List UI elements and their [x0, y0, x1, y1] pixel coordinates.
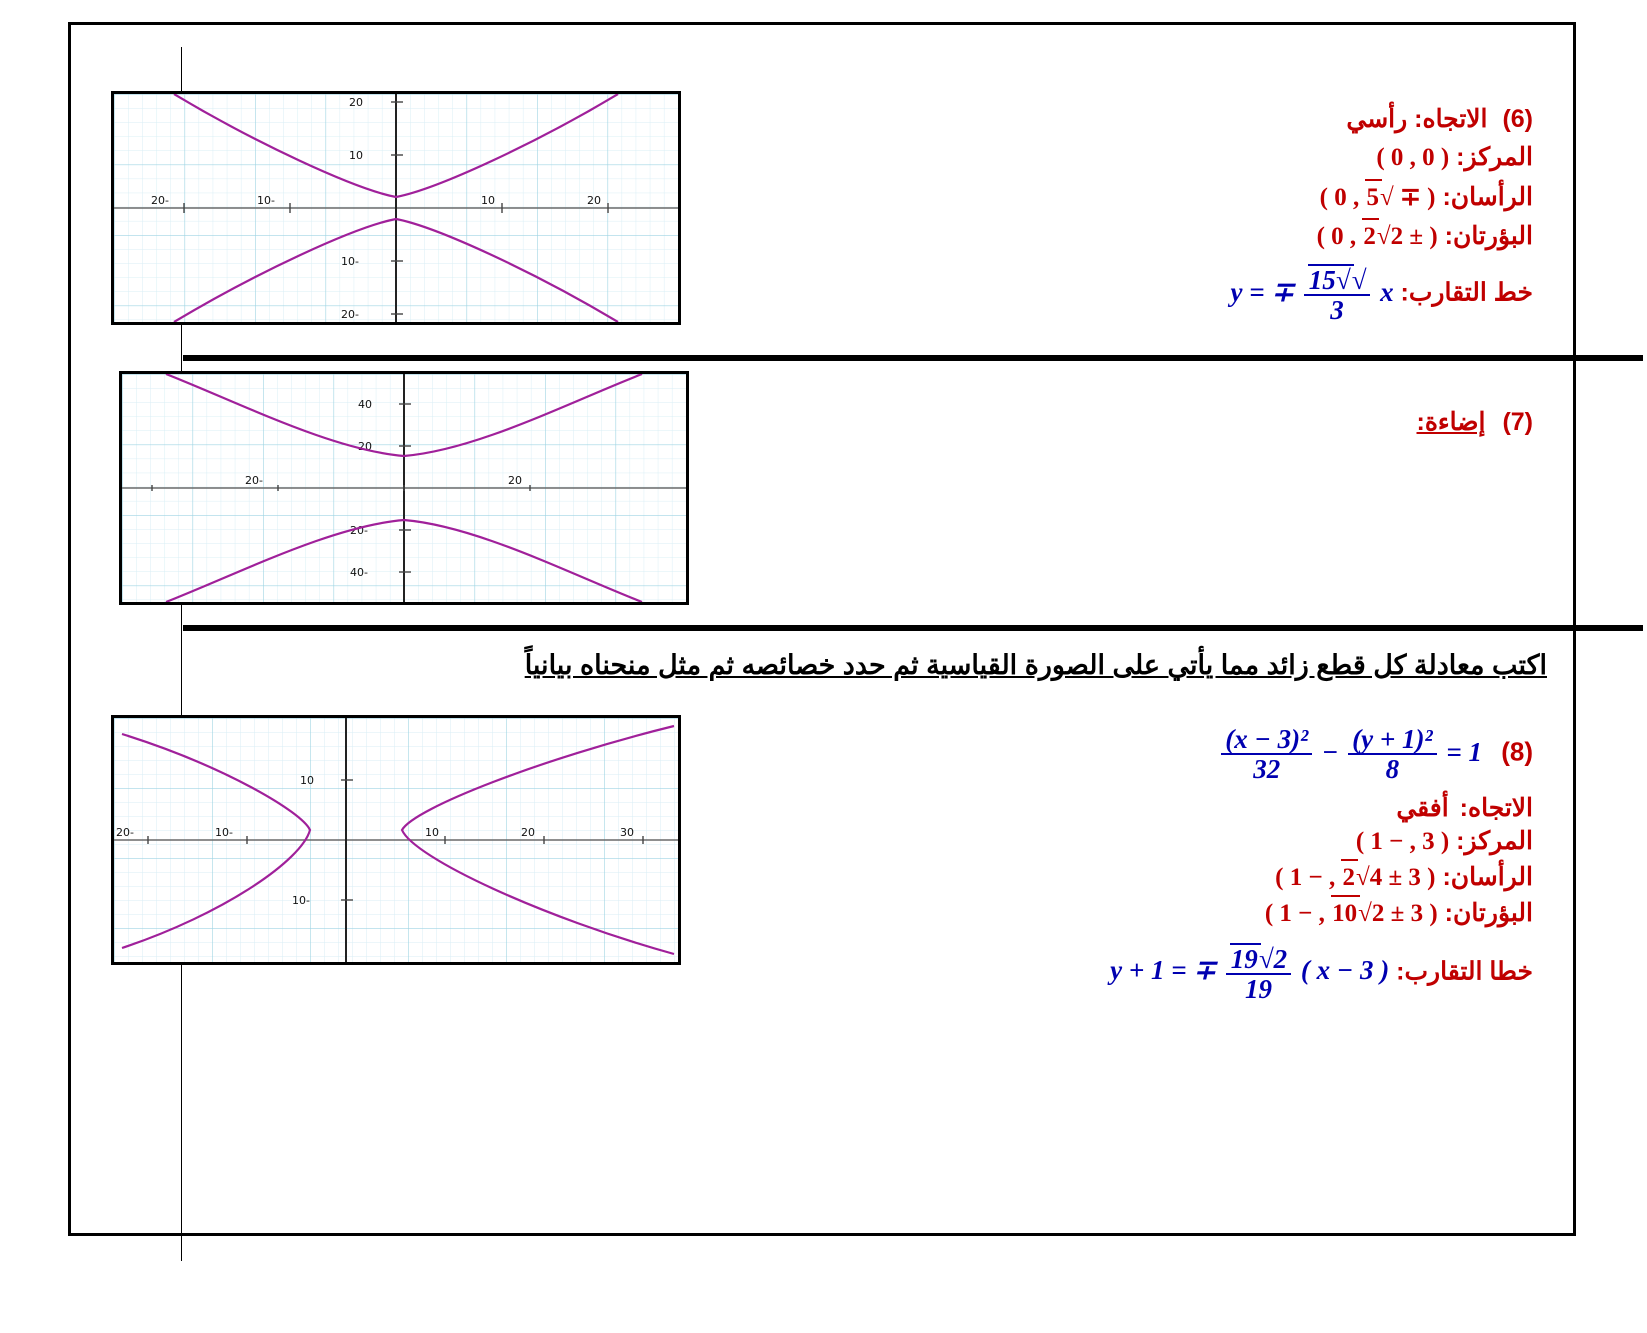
svg-text:20: 20	[521, 826, 535, 839]
item-6-asymptote-den: 3	[1330, 295, 1344, 326]
svg-text:10: 10	[349, 149, 363, 162]
item-8-vertices: الرأسان: ( 3 ± 4√2 , − 1 )	[743, 859, 1533, 895]
item-6-asymptote-sign: ∓	[1271, 276, 1294, 307]
svg-text:20: 20	[358, 440, 372, 453]
svg-text:-20: -20	[151, 194, 169, 207]
item-6-asymptote-lhs: y	[1230, 276, 1243, 307]
item-8-term2	[1348, 725, 1436, 784]
svg-text:20: 20	[587, 194, 601, 207]
item-8-term2-num: (y + 1)²	[1348, 725, 1436, 755]
item-8-term2-den: 8	[1385, 754, 1400, 785]
document-page	[68, 22, 1576, 1236]
svg-text:-10: -10	[292, 894, 310, 907]
svg-text:-10: -10	[257, 194, 275, 207]
item-8-term1-den: 32	[1253, 754, 1281, 785]
item-6-center: المركز: ( 0 , 0 )	[1376, 142, 1533, 171]
separator-2	[183, 625, 1643, 631]
item-8-asymptote-sign: ∓	[1193, 955, 1217, 986]
item-8-direction-label: الاتجاه:	[1459, 793, 1533, 822]
item-6-asymptote-equals: =	[1249, 276, 1265, 307]
instruction-line	[127, 650, 1547, 681]
item-8-block	[743, 725, 1533, 1003]
svg-text:-10: -10	[341, 255, 359, 268]
svg-text:-20: -20	[116, 826, 134, 839]
item-8-asymptote: خطا التقارب: y + 1 = ∓ $\frac{2√19}{19}$ ( x − 3 )	[1110, 943, 1533, 1005]
graph-6-svg	[114, 94, 678, 322]
item-8-foci: البؤرتان: ( 3 ± 2√10 , − 1 )	[743, 895, 1533, 931]
instruction-text: اكتب معادلة كل قطع زائد مما يأتي على الصورة القياسية ثم حدد خصائصه ثم مثل منحناه بيانياً	[524, 650, 1547, 680]
separator-1	[183, 355, 1643, 361]
svg-text:-20: -20	[341, 308, 359, 321]
svg-text:20: 20	[349, 96, 363, 109]
svg-text:20: 20	[508, 474, 522, 487]
item-6-block	[793, 103, 1533, 325]
graph-6-box	[111, 91, 681, 325]
svg-text:10: 10	[300, 774, 314, 787]
item-8-center: المركز: ( 3 , − 1 )	[1355, 827, 1533, 856]
graph-7-box	[119, 371, 689, 605]
item-8-equation	[743, 725, 1533, 784]
item-7-line	[913, 407, 1533, 437]
item-8-asymptote-fraction: $\frac{2√19}{19}$	[1226, 943, 1291, 1004]
graph-7-svg	[122, 374, 686, 602]
item-6-number: (6)	[1502, 105, 1533, 133]
graph-8-svg	[114, 718, 678, 962]
item-8-term1-num: (x − 3)²	[1221, 725, 1312, 755]
item-7-block	[913, 407, 1533, 437]
item-6-foci: البؤرتان: ( ± 2√2 , 0 )	[793, 218, 1533, 254]
svg-text:40: 40	[358, 398, 372, 411]
item-8-rhs: = 1	[1446, 736, 1482, 767]
item-8-number: (8)	[1501, 736, 1533, 767]
graph-8-box	[111, 715, 681, 965]
svg-text:-20: -20	[350, 524, 368, 537]
item-6-asymptote-var: x	[1380, 276, 1394, 307]
svg-text:-10: -10	[215, 826, 233, 839]
item-7-label: إضاءة:	[1416, 408, 1486, 436]
svg-text:-40: -40	[350, 566, 368, 579]
svg-text:-20: -20	[245, 474, 263, 487]
item-8-asymptote-equals: =	[1171, 955, 1187, 986]
item-8-asymptote-den: 19	[1244, 974, 1272, 1005]
svg-text:30: 30	[620, 826, 634, 839]
svg-text:10: 10	[481, 194, 495, 207]
item-6-asymptote-fraction: $\frac{√√15}{3}$	[1304, 264, 1371, 325]
item-8-direction	[743, 792, 1533, 826]
item-6-asymptote-num: √15	[1308, 264, 1354, 294]
item-8-asymptote-lhs: y + 1	[1110, 955, 1165, 986]
item-6-vertices: الرأسان: ( ∓ √5 , 0 )	[793, 179, 1533, 215]
item-8-asymptote-tail: ( x − 3 )	[1300, 955, 1390, 986]
item-6-direction: (6) الاتجاه: رأسي	[1346, 105, 1533, 133]
item-6-asymptote: خط التقارب: y = ∓ $\frac{√√15}{3}$ x	[1230, 265, 1533, 326]
item-8-minus: −	[1321, 736, 1339, 767]
svg-text:10: 10	[425, 826, 439, 839]
item-8-direction-value: أفقي	[1396, 793, 1449, 822]
item-8-term1	[1221, 725, 1312, 784]
item-7-number: (7)	[1502, 408, 1533, 436]
